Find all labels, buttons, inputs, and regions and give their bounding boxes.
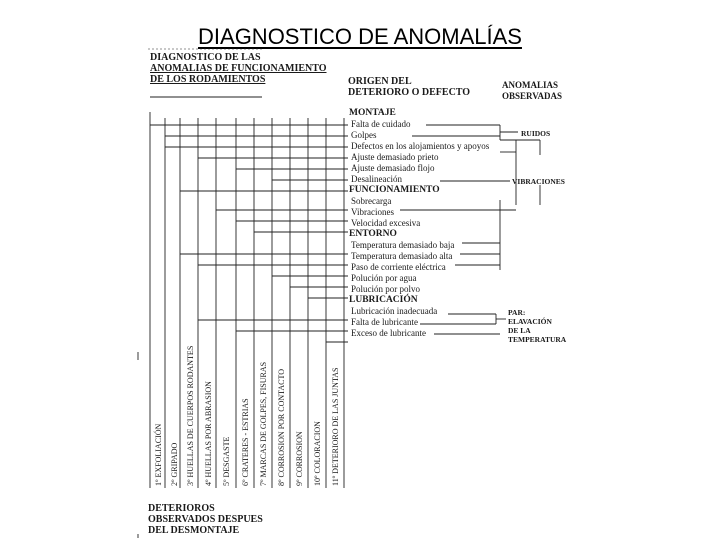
diagram-heading-line: DIAGNOSTICO DE LAS xyxy=(150,52,261,63)
cause-item: Defectos en los alojamientos y apoyos xyxy=(351,141,490,151)
damage-column-label: 4º HUELLAS POR ABRASION xyxy=(204,381,213,486)
observed-header-line: OBSERVADAS xyxy=(502,91,563,101)
origin-header-line: DETERIORO O DEFECTO xyxy=(348,87,471,98)
category-lubricacion: LUBRICACIÓN xyxy=(349,295,418,305)
damage-column-label: 7º MARCAS DE GOLPES, FISURAS xyxy=(259,361,268,486)
cause-item: Falta de cuidado xyxy=(351,119,411,129)
category-funcionamiento: FUNCIONAMIENTO xyxy=(349,185,440,195)
diagram-footer-line: DETERIOROS xyxy=(148,503,215,514)
cause-item: Ajuste demasiado flojo xyxy=(351,163,435,173)
cause-item: Desalineación xyxy=(351,174,402,184)
diagram-footer xyxy=(148,503,263,536)
damage-column-label: 8º CORROSION POR CONTACTO xyxy=(277,368,286,486)
observed-vibraciones: VIBRACIONES xyxy=(512,177,565,186)
damage-column-label: 11º DETERIORO DE LAS JUNTAS xyxy=(331,367,340,486)
origin-header xyxy=(348,76,470,98)
observed-temperatura-line: TEMPERATURA xyxy=(508,335,567,344)
observed-temperatura-line: DE LA xyxy=(508,326,531,335)
cause-item: Ajuste demasiado prieto xyxy=(351,152,439,162)
slide-title-text: DIAGNOSTICO DE ANOMALÍAS xyxy=(198,24,522,49)
cause-item: Lubricación inadecuada xyxy=(351,306,438,316)
cause-item: Paso de corriente eléctrica xyxy=(351,262,446,272)
cause-item: Sobrecarga xyxy=(351,196,392,206)
observed-temperatura-line: PAR: xyxy=(508,308,526,317)
cause-item: Polución por polvo xyxy=(351,284,420,294)
damage-column-label: 3º HUELLAS DE CUERPOS RODANTES xyxy=(186,345,195,486)
damage-column-label: 5º DESGASTE xyxy=(222,436,231,486)
cause-item: Vibraciones xyxy=(351,207,394,217)
damage-column-label: 10º COLORACION xyxy=(313,421,322,486)
cause-item: Polución por agua xyxy=(351,273,417,283)
observed-temperatura xyxy=(508,308,566,344)
damage-column-label: 1º EXFOLIACIÓN xyxy=(154,423,163,486)
cause-item: Falta de lubricante xyxy=(351,317,418,327)
cause-item: Temperatura demasiado baja xyxy=(351,240,455,250)
observed-temperatura-line: ELAVACIÓN xyxy=(508,317,552,326)
diagram-footer-line: DEL DESMONTAJE xyxy=(148,525,240,536)
origin-header-line: ORIGEN DEL xyxy=(348,76,412,87)
cause-item: Exceso de lubricante xyxy=(351,328,426,338)
cause-item: Golpes xyxy=(351,130,377,140)
category-entorno: ENTORNO xyxy=(349,229,397,239)
slide-title xyxy=(0,22,720,52)
damage-column-label: 2º GRIPADO xyxy=(170,442,179,486)
diagram-heading xyxy=(150,52,327,85)
diagram-footer-line: OBSERVADOS DESPUES xyxy=(148,514,263,525)
category-montaje: MONTAJE xyxy=(349,108,396,118)
damage-column-label: 6º CRATERES - ESTRIAS xyxy=(241,398,250,486)
observed-header xyxy=(502,80,562,102)
observed-header-line: ANOMALIAS xyxy=(502,80,559,90)
diagram-heading-line: DE LOS RODAMIENTOS xyxy=(150,74,266,85)
cause-item: Velocidad excesiva xyxy=(351,218,421,228)
diagram-heading-line: ANOMALIAS DE FUNCIONAMIENTO xyxy=(150,63,327,74)
observed-ruidos: RUIDOS xyxy=(521,129,551,138)
damage-column-label: 9º CORROSION xyxy=(295,431,304,486)
cause-item: Temperatura demasiado alta xyxy=(351,251,453,261)
